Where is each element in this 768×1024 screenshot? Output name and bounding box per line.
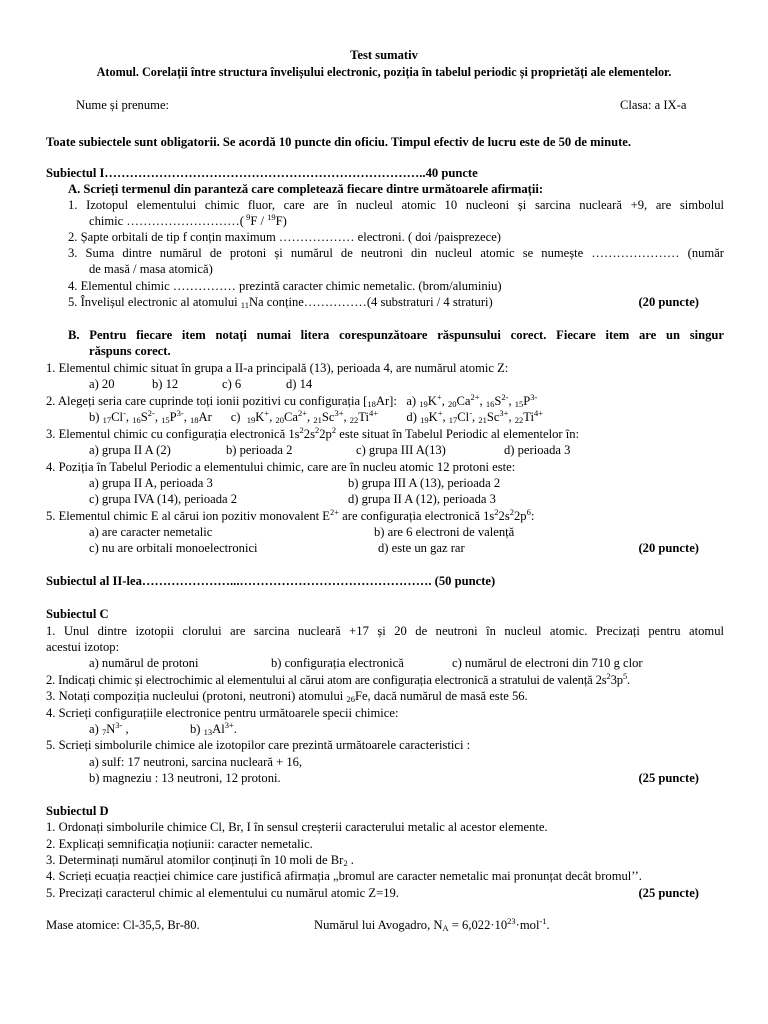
item-a3-line2: de masă / masa atomică) — [89, 262, 213, 276]
item-b2-options: b) $_{17}$Cl-, $_{16}S^{2-}$, $_{15}P^{3-}$, $_{18}$Ar c) $_{19}$K+, $_{20}Ca^{2+}$, $_{21}Sc^{3+}$, $_{22}Ti^{4+}$ d) $_{19}$K+, $_{17}$Cl-, $_{21}Sc^{3+}$, $_{22}Ti^{4+}$ — [89, 408, 544, 425]
item-a2: 2. Șapte orbitali de tip f conțin maximum ……………… electroni. ( doi /paisprezece) — [68, 230, 501, 244]
item-a5: 5. Învelișul electronic al atomului $_{11}$Na conține……………(4 substraturi / 4 straturi) — [68, 295, 493, 310]
item-b1-option-d: d) 14 — [286, 377, 313, 391]
item-c1-option-a: a) numărul de protoni — [89, 656, 199, 670]
item-a3-line1: 3. Suma dintre numărul de protoni și numărul de neutroni din nucleul atomic se numește ………………… (număr — [68, 246, 724, 260]
item-b3-option-c: c) grupa III A(13) — [356, 443, 446, 457]
subject-c-heading: Subiectul C — [46, 607, 109, 621]
item-c2: 2. Indicați chimic și electrochimic al elementului al cărui atom are configurația electronică a stratului de valență $2s^23p^5$. — [46, 671, 631, 687]
item-c5-option-a: a) sulf: 17 neutroni, sarcina nucleară + 16, — [89, 755, 303, 769]
class-label: Clasa: a IX-a — [620, 98, 687, 112]
item-c1-option-b: b) configurația electronică — [271, 656, 404, 670]
item-a4: 4. Elementul chimic …………… prezintă caracter chimic nemetalic. (brom/aluminiu) — [68, 279, 502, 293]
item-c4: 4. Scrieți configurațiile electronice pentru următoarele specii chimice: — [46, 706, 399, 720]
item-b5-option-a: a) are caracter nemetalic — [89, 525, 213, 539]
item-b4-option-b: b) grupa III A (13), perioada 2 — [348, 476, 501, 490]
item-d5: 5. Precizați caracterul chimic al elementului cu numărul atomic Z=19. — [46, 886, 399, 900]
subject-2-heading: Subiectul al II-lea…………………...………………………………………. (50 puncte) — [46, 574, 496, 588]
item-c5-option-b: b) magneziu : 13 neutroni, 12 protoni. — [89, 771, 281, 785]
item-b1-option-a: a) 20 — [89, 377, 115, 391]
item-b3-option-b: b) perioada 2 — [226, 443, 293, 457]
item-c3: 3. Notați compoziția nucleului (protoni, neutroni) atomului $_{26}$Fe, dacă numărul de masă este 56. — [46, 689, 528, 704]
item-b1-option-b: b) 12 — [152, 377, 179, 391]
item-c5: 5. Scrieți simbolurile chimice ale izotopilor care prezintă următoarele caracteristici : — [46, 738, 471, 752]
item-d4: 4. Scrieți ecuația reacției chimice care justifică afirmația „bromul are caracter nemetalic mai pronunțat decât bromul’’. — [46, 869, 642, 883]
item-d3: 3. Determinați numărul atomilor conținuți în 10 moli de $Br_2$ . — [46, 853, 354, 868]
instructions: Toate subiectele sunt obligatorii. Se acordă 10 puncte din oficiu. Timpul efectiv de lucru este de 50 de minute. — [46, 135, 632, 149]
item-c4-option-b: b) $_{13}Al^{3+}$. — [190, 720, 237, 737]
section-a-points: (20 puncte) — [638, 295, 699, 309]
item-c4-option-a: a) $_7N^{3-}$ , — [89, 720, 129, 737]
subject-d-points: (25 puncte) — [638, 886, 699, 900]
document-title: Test sumativ — [350, 48, 418, 62]
item-b5-option-d: d) este un gaz rar — [378, 541, 465, 555]
subject-d-heading: Subiectul D — [46, 804, 109, 818]
item-d2: 2. Explicați semnificația noțiunii: caracter nemetalic. — [46, 837, 313, 851]
item-d1: 1. Ordonați simbolurile chimice Cl, Br, I în sensul creșterii caracterului metalic al acestor elemente. — [46, 820, 548, 834]
item-b3-option-a: a) grupa II A (2) — [89, 443, 171, 457]
section-a-heading: A. Scrieți termenul din paranteză care completează fiecare dintre următoarele afirmații: — [68, 182, 544, 196]
document-subtitle: Atomul. Corelații între structura învelișului electronic, poziția în tabelul periodic și proprietăți ale elementelor. — [96, 65, 672, 79]
item-b3: 3. Elementul chimic cu configurația electronică $1s^22s^22p^2$ este situat în Tabelul Periodic al elementelor în: — [46, 425, 580, 441]
item-b4-option-c: c) grupa IVA (14), perioada 2 — [89, 492, 238, 506]
name-label: Nume și prenume: — [76, 98, 170, 112]
item-b1: 1. Elementul chimic situat în grupa a II-a principală (13), perioada 4, are numărul atomic Z: — [46, 361, 509, 375]
item-b1-option-c: c) 6 — [222, 377, 242, 391]
item-b5: 5. Elementul chimic E al cărui ion pozitiv monovalent $E^{2+}$ are configurația electronică $1s^22s^22p^6$: — [46, 507, 535, 523]
item-c1-option-c: c) numărul de electroni din 710 g clor — [452, 656, 643, 670]
section-b-heading-line1: B. Pentru fiecare item notați numai litera corespunzătoare răspunsului corect. Fiecare item are un singur — [68, 328, 724, 342]
avogadro-number: Numărul lui Avogadro, $N_A = 6,022\cdot 10^{23}\cdot mol^{-1}$. — [314, 916, 550, 933]
item-b2: 2. Alegeți seria care cuprinde toți ionii pozitivi cu configurația $[_{18}Ar]$: a) $_{19}$K+, $_{20}Ca^{2+}$, $_{16}S^{2-}$, $_{15}P^{3-}$ — [46, 392, 538, 409]
item-a1-line2: chimic ………………………( $^9$F / $^{19}$F) — [89, 212, 287, 228]
item-b4: 4. Poziția în Tabelul Periodic a elementului chimic, care are în nucleu atomic 12 protoni este: — [46, 460, 516, 474]
atomic-masses: Mase atomice: Cl-35,5, Br-80. — [46, 918, 200, 932]
item-c1-line1: 1. Unul dintre izotopii clorului are sarcina nucleară +17 și 20 de neutroni în nucleul atomic. Precizați pentru atomul — [46, 624, 724, 638]
item-b3-option-d: d) perioada 3 — [504, 443, 571, 457]
item-c1-line2: acestui izotop: — [46, 640, 120, 654]
item-b5-option-b: b) are 6 electroni de valență — [374, 525, 515, 539]
section-b-heading-line2: răspuns corect. — [89, 344, 171, 358]
item-b5-option-c: c) nu are orbitali monoelectronici — [89, 541, 258, 555]
subject-1-heading: Subiectul I…………………………………………………………………..40 puncte — [46, 166, 478, 180]
item-a1-line1: 1. Izotopul elementului chimic fluor, care are în nucleul atomic 10 nucleoni și sarcina nucleară +9, are simbolul — [68, 198, 724, 212]
subject-c-points: (25 puncte) — [638, 771, 699, 785]
item-b4-option-d: d) grupa II A (12), perioada 3 — [348, 492, 496, 506]
section-b-points: (20 puncte) — [638, 541, 699, 555]
item-b4-option-a: a) grupa II A, perioada 3 — [89, 476, 213, 490]
